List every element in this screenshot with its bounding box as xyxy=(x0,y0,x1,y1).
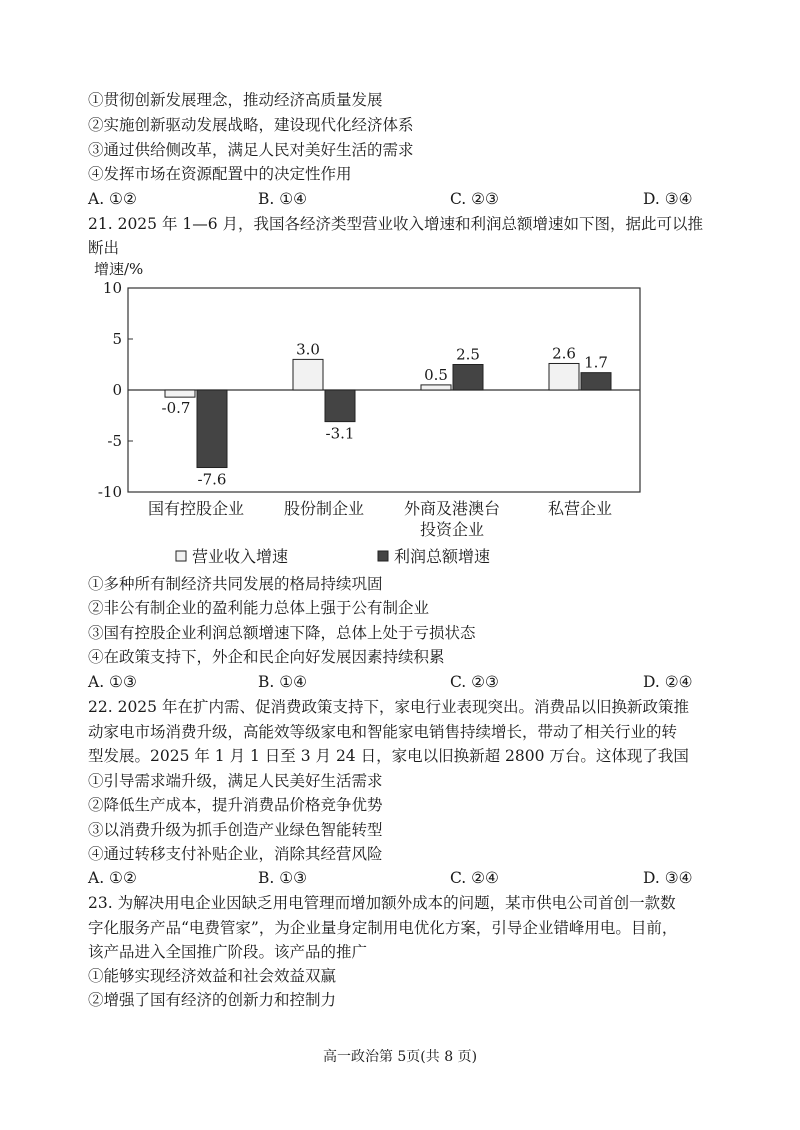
q23-item-1: ①能够实现经济效益和社会效益双赢 xyxy=(88,967,337,985)
prev-options xyxy=(88,187,718,211)
q23-stem-line1: 23. 为解决用电企业因缺乏用电管理而增加额外成本的问题，某市供电公司首创一款数 xyxy=(88,894,676,912)
legend-label-revenue: 营业收入增速 xyxy=(192,547,289,566)
option-a: A. ①③ xyxy=(88,673,137,691)
q22-options xyxy=(88,866,718,890)
revenue-growth-bar xyxy=(549,363,579,390)
option-a: A. ①② xyxy=(88,869,137,887)
category-label: 私营企业 xyxy=(547,499,613,518)
profit-data-label: -7.6 xyxy=(197,470,227,489)
revenue-data-label: 3.0 xyxy=(296,340,320,359)
legend-label-profit: 利润总额增速 xyxy=(394,547,491,566)
option-c: C. ②④ xyxy=(450,869,499,887)
y-tick-label: -5 xyxy=(107,432,122,450)
prev-item-4: ④发挥市场在资源配置中的决定性作用 xyxy=(88,165,352,183)
category-label: 外商及港澳台 xyxy=(403,499,501,518)
revenue-data-label: -0.7 xyxy=(161,399,191,418)
revenue-data-label: 0.5 xyxy=(424,365,448,384)
q22-stem-line3: 型发展。2025 年 1 月 1 日至 3 月 24 日，家电以旧换新超 2800 万台。这体现了我国 xyxy=(88,747,689,765)
q21-options xyxy=(88,670,718,694)
category-label: 国有控股企业 xyxy=(147,499,245,518)
option-c: C. ②③ xyxy=(450,190,499,208)
page-footer: 高一政治第 5页(共 8 页) xyxy=(322,1049,478,1065)
profit-growth-bar xyxy=(581,373,611,390)
option-c: C. ②③ xyxy=(450,673,499,691)
q21-stem-line1: 21. 2025 年 1—6 月，我国各经济类型营业收入增速和利润总额增速如下图，据此可以推 xyxy=(88,215,704,233)
chart-svg xyxy=(80,262,720,574)
revenue-growth-bar xyxy=(421,385,451,390)
y-tick-label: 0 xyxy=(112,381,122,399)
profit-growth-bar xyxy=(197,390,227,468)
legend-swatch-revenue xyxy=(176,551,186,561)
category-label: 投资企业 xyxy=(419,520,485,539)
option-d: D. ③④ xyxy=(643,190,693,208)
q21-stem-line2: 断出 xyxy=(88,239,120,257)
option-d: D. ③④ xyxy=(643,869,693,887)
option-b: B. ①③ xyxy=(258,869,308,887)
option-b: B. ①④ xyxy=(258,190,308,208)
option-b: B. ①④ xyxy=(258,673,308,691)
profit-data-label: -3.1 xyxy=(325,424,355,443)
legend-swatch-profit xyxy=(378,551,388,561)
option-a: A. ①② xyxy=(88,190,137,208)
profit-data-label: 2.5 xyxy=(456,345,480,364)
y-tick-label: -10 xyxy=(97,483,122,501)
profit-growth-bar xyxy=(453,365,483,391)
q22-item-4: ④通过转移支付补贴企业，消除其经营风险 xyxy=(88,845,383,863)
option-d: D. ②④ xyxy=(643,673,693,691)
profit-data-label: 1.7 xyxy=(584,353,608,372)
q21-item-3: ③国有控股企业利润总额增速下降，总体上处于亏损状态 xyxy=(88,624,476,642)
revenue-growth-bar xyxy=(293,359,323,390)
category-label: 股份制企业 xyxy=(283,499,365,518)
q23-stem-line3: 该产品进入全国推广阶段。该产品的推广 xyxy=(88,943,368,961)
prev-item-2: ②实施创新驱动发展战略，建设现代化经济体系 xyxy=(88,116,414,134)
q23-stem-line2: 字化服务产品“电费管家”，为企业量身定制用电优化方案，引导企业错峰用电。目前， xyxy=(88,919,678,937)
growth-bar-chart xyxy=(80,262,720,574)
q21-item-4: ④在政策支持下，外企和民企向好发展因素持续积累 xyxy=(88,648,445,666)
q21-item-1: ①多种所有制经济共同发展的格局持续巩固 xyxy=(88,575,383,593)
q23-item-2: ②增强了国有经济的创新力和控制力 xyxy=(88,991,337,1009)
prev-item-3: ③通过供给侧改革，满足人民对美好生活的需求 xyxy=(88,141,414,159)
profit-growth-bar xyxy=(325,390,355,422)
q22-stem-line1: 22. 2025 年在扩内需、促消费政策支持下，家电行业表现突出。消费品以旧换新政策推 xyxy=(88,698,689,716)
q22-item-3: ③以消费升级为抓手创造产业绿色智能转型 xyxy=(88,821,383,839)
revenue-data-label: 2.6 xyxy=(552,344,576,363)
q22-item-1: ①引导需求端升级，满足人民美好生活需求 xyxy=(88,772,383,790)
y-tick-label: 5 xyxy=(112,330,122,348)
q22-item-2: ②降低生产成本，提升消费品价格竞争优势 xyxy=(88,796,383,814)
q22-stem-line2: 动家电市场消费升级，高能效等级家电和智能家电销售持续增长，带动了相关行业的转 xyxy=(88,723,678,741)
y-axis-label: 增速/% xyxy=(94,262,144,278)
revenue-growth-bar xyxy=(165,390,195,397)
q21-item-2: ②非公有制企业的盈利能力总体上强于公有制企业 xyxy=(88,599,430,617)
y-tick-label: 10 xyxy=(102,279,122,297)
prev-item-1: ①贯彻创新发展理念，推动经济高质量发展 xyxy=(88,91,383,109)
